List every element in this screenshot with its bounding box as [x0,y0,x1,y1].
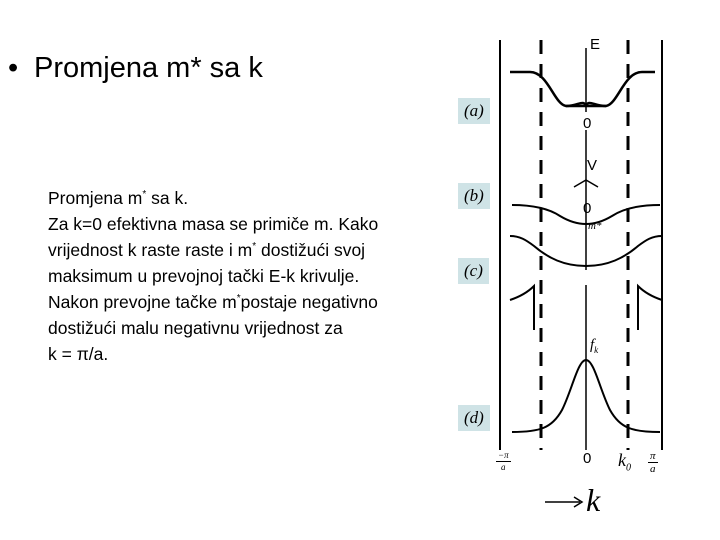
label-V: V [587,157,598,174]
label-zero-a: 0 [583,115,592,132]
body-line-6: dostižući malu negativnu vrijednost za [48,318,343,338]
panel-tag-a: (a) [458,98,490,124]
label-mstar: m* [588,220,602,232]
body-line-4: maksimum u prevojnoj tački E-k krivulje. [48,266,360,286]
body-line-2: Za k=0 efektivna masa se primiče m. Kako [48,214,379,234]
curve-c-right-branch [638,286,662,330]
panel-tag-b: (b) [458,183,490,209]
label-fk: $f_k$ [590,337,599,355]
label-E: E [590,36,601,53]
curve-a-cusp [566,103,606,106]
title-text: Promjena m* sa k [34,52,263,84]
body-line-3: vrijednost k raste raste i m* dostižući svoj [48,240,366,260]
body-line-1: Promjena m* sa k. [48,188,189,208]
body-line-7: k = π/a. [48,344,109,364]
curve-c-left-branch [510,286,534,330]
title-bullet: • [8,52,19,84]
label-zero-b: 0 [583,200,592,217]
panel-tag-c: (c) [458,258,489,284]
label-zero-d: 0 [583,450,592,467]
curve-a [510,72,655,106]
label-k0: $k_0$ [618,450,631,474]
body-line-5: Nakon prevojne tačke m*postaje negativno [48,292,378,312]
label-minus-pi-over-a: −π a [498,450,509,472]
panel-tag-d: (d) [458,405,490,431]
label-pi-over-a: π a [650,450,656,475]
label-k-axis: k [586,482,601,518]
